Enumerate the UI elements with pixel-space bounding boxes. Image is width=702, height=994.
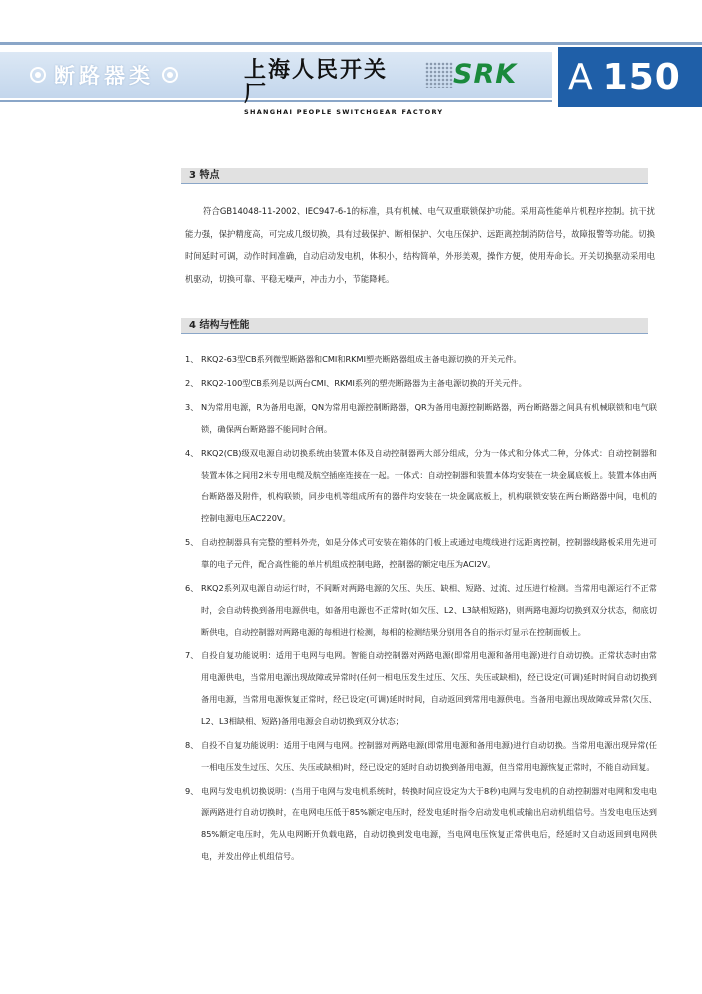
category-label: 断路器类 — [54, 64, 154, 88]
item-text: RKQ2-63型CB系列微型断路器和CMI和RKMI塑壳断路器组成主备电源切换的开关元件。 — [201, 354, 522, 364]
page-letter: A — [568, 56, 593, 98]
item-number: 3、 — [185, 401, 199, 412]
item-text: 自投不自复功能说明：适用于电网与电网。控制器对两路电源(即常用电源和备用电源)进行自动切换。当常用电源出现异常(任一相电压发生过压、欠压、失压或缺相)时，经已设定的延时自动切换到备用电源，但当常用电源恢复正常时，不能自动回复。 — [201, 739, 657, 772]
structure-list — [185, 349, 657, 870]
page-number-tab — [558, 47, 702, 107]
item-number: 4、 — [185, 447, 199, 458]
item-number: 2、 — [185, 377, 199, 388]
item-text: 自投自复功能说明：适用于电网与电网。智能自动控制器对两路电源(即常用电源和备用电源)进行自动切换。正常状态时由常用电源供电，当常用电源出现故障或异常时(任何一相电压发生过压、欠压、失压或缺相)，经已设定(可调)延时时间自动切换到备用电源，当常用电源恢复正常时，经已设定(可调)延时时间，自动返回到常用电源供电。当备用电源出现故障或异常(欠压、L2、L3相缺相、短路)备用电源会自动切换到双分状态； — [201, 650, 657, 726]
company-logo — [244, 58, 444, 117]
item-text: 自动控制器具有完整的塑料外壳，如是分体式可安装在箱体的门板上或通过电缆线进行远距离控制，控制器线路板采用先进可靠的电子元件，配合高性能的单片机组成控制电路，控制器的额定电压为ACI2V。 — [201, 537, 657, 569]
item-number: 9、 — [185, 785, 199, 796]
item-text: RKQ2系列双电源自动运行时，不间断对两路电源的欠压、失压、缺相、短路、过流、过压进行检测。当常用电源运行不正常时，会自动转换到备用电源供电，如备用电源也不正常时(如欠压、L2、L3缺相短路)，则两路电源均切换到双分状态，彻底切断供电，自动控制器对两路电源的每相进行检测，每相的检测结果分别用各自的指示灯显示在控制面板上。 — [201, 582, 657, 637]
item-number: 5、 — [185, 537, 199, 548]
features-paragraph — [185, 200, 655, 290]
list-item — [185, 532, 657, 576]
item-number: 6、 — [185, 582, 199, 593]
company-name-cn: 上海人民开关厂 — [244, 58, 389, 107]
circle-bullet-icon — [162, 67, 178, 83]
page-number: 150 — [602, 56, 681, 98]
list-item — [185, 397, 657, 441]
dot-grid-icon — [425, 62, 453, 88]
item-text: 电网与发电机切换说明：(当用于电网与发电机系统时，转换时间应设定为大于8秒)电网与发电机的自动控制器对电网和发电电源两路进行自动切换时，在电网电压低于85%额定电压时，经发电延时指令启动发电机或输出启动机组信号。当发电电压达到85%额定电压时，先从电网断开负载电路，自动切换到发电电源，当电网电压恢复正常供电后，经延时又自动返回到电网供电，并发出停止机组信号。 — [201, 785, 657, 862]
list-item — [185, 735, 657, 779]
item-number: 1、 — [185, 354, 199, 364]
list-item — [185, 645, 657, 732]
company-name-en: SHANGHAI PEOPLE SWITCHGEAR FACTORY — [244, 108, 444, 116]
item-text: RKQ2-100型CB系列是以两台CMI、RKMI系列的塑壳断路器为主备电源切换的开关元件。 — [201, 377, 527, 388]
list-item — [185, 781, 657, 868]
category-title — [30, 62, 178, 88]
list-item — [185, 443, 657, 530]
brand-logo: SRK — [453, 59, 518, 90]
list-item — [185, 373, 657, 395]
list-item — [185, 578, 657, 643]
item-number: 7、 — [185, 650, 199, 661]
item-number: 8、 — [185, 739, 199, 750]
section-heading-structure: 4 结构与性能 — [181, 318, 648, 334]
section-heading-features: 3 特点 — [181, 168, 648, 184]
item-text: N为常用电源，R为备用电源，QN为常用电源控制断路器，QR为备用电源控制断路器，两台断路器之间具有机械联锁和电气联锁，确保两台断路器不能同时合闸。 — [201, 401, 657, 434]
list-item — [185, 349, 657, 371]
header-top-line — [0, 42, 702, 45]
item-text: RKQ2(CB)级双电源自动切换系统由装置本体及自动控制器两大部分组成，分为一体式和分体式二种，分体式：自动控制器和装置本体之间用2米专用电缆及航空插座连接在一起。一体式：自动控制器和装置本体均安装在一块金属底板上。装置本体由两台断路器及附件，机构联锁，同步电机等组成所有的器件均安装在一块金属底板上，机构联锁安装在两台断路器中间，电机的控制电源电压AC220V。 — [201, 447, 657, 524]
circle-bullet-icon — [30, 67, 46, 83]
features-text: 符合GB14048-11-2002、IEC947-6-1的标准，具有机械、电气双重联锁保护功能。采用高性能单片机程序控制。抗干扰能力强，保护精度高，可完成几级切换，具有过载保护、断相保护、欠电压保护、远距离控制消防信号，故障报警等功能。切换时间延时可调，动作时间准确，自动启动发电机，体积小，结构简单，外形美观，操作方便，使用寿命长。开关切换驱动采用电机驱动，切换可靠、平稳无噪声，冲击力小，节能降耗。 — [185, 206, 655, 284]
